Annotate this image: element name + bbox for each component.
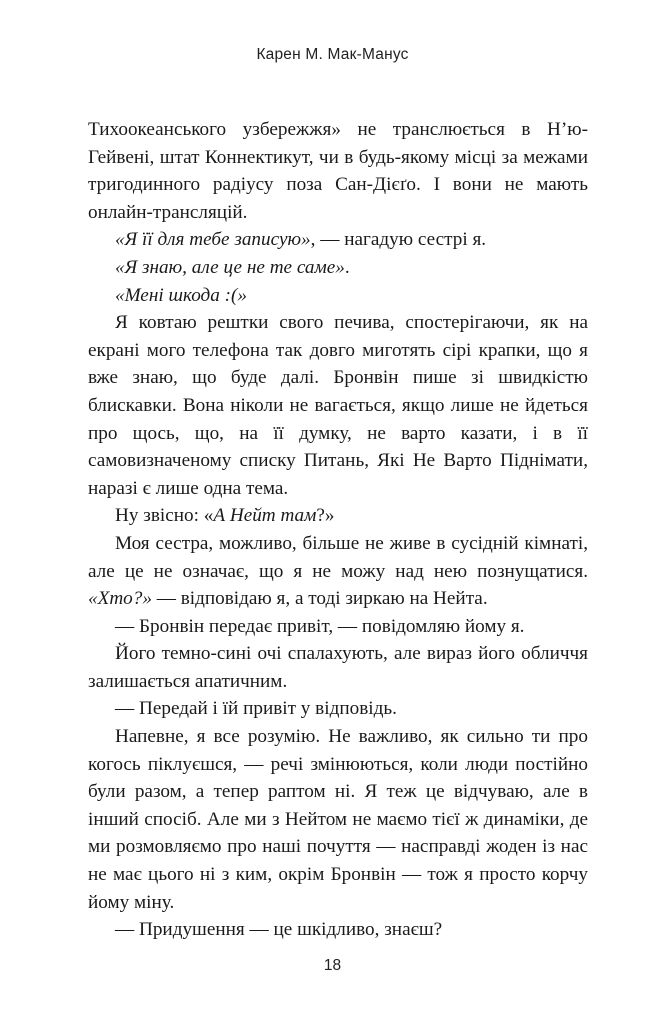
- italic-text: «Хто?»: [88, 588, 152, 610]
- text-run: , — нагадую сестрі я.: [310, 229, 487, 251]
- text-run: ?»: [316, 505, 335, 527]
- paragraph: [88, 254, 588, 282]
- text-run: — Бронвін передає привіт, — повідомляю йому я.: [115, 615, 525, 637]
- italic-text: «: [115, 284, 125, 306]
- italic-text: «Я знаю, але це не те саме»: [115, 256, 345, 278]
- text-run: Ну звісно: «: [115, 505, 214, 527]
- text-run: — відповідаю я, а тоді зиркаю на Нейта.: [151, 588, 488, 610]
- running-header: Карен М. Мак-Манус: [256, 46, 409, 63]
- paragraph: [88, 226, 588, 254]
- paragraph: [88, 530, 588, 613]
- body-text: [88, 116, 588, 944]
- paragraph: [88, 695, 588, 723]
- text-run: Моя сестра, можливо, більше не живе в сусідній кімнаті, але це не означає, що я не можу над нею познущатися.: [88, 532, 588, 582]
- text-run: Тихоокеанського узбережжя» не транслюється в Н’ю-Гейвені, штат Коннектикут, чи в будь-якому місці за межами тригодинного радіусу поза Сан-Дієґо. І вони не мають онлайн-трансляцій.: [88, 119, 588, 223]
- text-run: Я ковтаю рештки свого печива, спостерігаючи, як на екрані мого телефона так довго миготять сірі крапки, що я вже знаю, що буде далі. Бронвін пише зі швидкістю блискавки. Вона ніколи не вагається, якщо лише не йдеться про щось, що, на її думку, не варто казати, і в її самовизначеному списку Питань, Які Не Варто Піднімати, наразі є лише одна тема.: [88, 312, 588, 499]
- paragraph: [88, 502, 588, 530]
- paragraph: [88, 640, 588, 695]
- paragraph: [88, 309, 588, 502]
- italic-text: »: [237, 284, 248, 306]
- text-run: — Передай і їй привіт у відповідь.: [115, 698, 397, 720]
- italic-text: «Я її для тебе записую»: [115, 229, 311, 251]
- italic-text: Мені шкода :(: [124, 284, 238, 306]
- text-run: Його темно-сині очі спалахують, але вираз його обличчя залишається апатичним.: [88, 643, 588, 692]
- italic-text: А Нейт там: [213, 505, 317, 527]
- text-run: .: [344, 256, 350, 278]
- paragraph: [88, 613, 588, 641]
- text-run: — Придушення — це шкідливо, знаєш?: [115, 919, 443, 941]
- page-number: 18: [323, 957, 342, 974]
- paragraph: [88, 723, 588, 916]
- paragraph: [88, 282, 588, 310]
- paragraph: [88, 916, 588, 944]
- paragraph: [88, 116, 588, 226]
- text-run: Напевне, я все розумію. Не важливо, як сильно ти про когось піклуєшся, — речі змінюються, коли люди постійно були разом, а тепер раптом ні. Я теж це відчуваю, але в інший спосіб. Але ми з Нейтом не маємо тієї ж динаміки, де ми розмовляємо про наші почуття — насправді жоден із нас не має цього ні з ким, окрім Бронвін — тож я просто корчу йому міну.: [88, 726, 588, 913]
